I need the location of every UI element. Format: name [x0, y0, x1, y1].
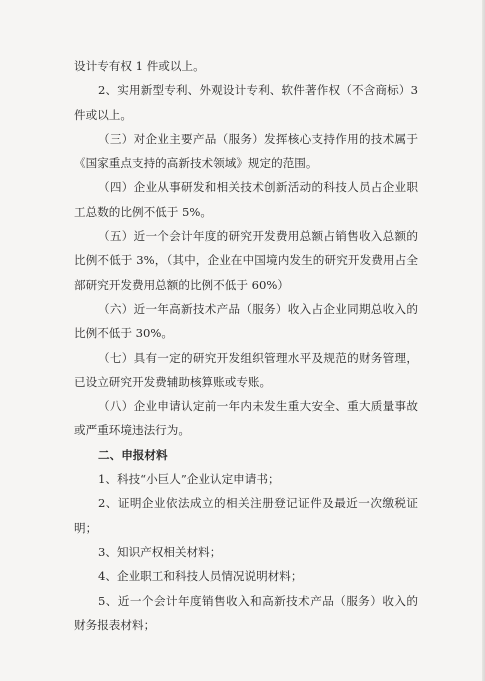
material-item-3: 3、知识产权相关材料；: [98, 544, 222, 559]
material-item-5: 5、近一个会计年度销售收入和高新技术产品（服务）收入的财务报表材料；: [74, 593, 418, 632]
paragraph-condition-7: （七）具有一定的研究开发组织管理水平及规范的财务管理，已设立研究开发费辅助核算账或专账。: [74, 350, 418, 389]
paragraph-item-2: 2、实用新型专利、外观设计专利、软件著作权（不含商标）3 件或以上。: [74, 83, 418, 122]
paragraph-condition-8: （八）企业申请认定前一年内未发生重大安全、重大质量事故或严重环境违法行为。: [74, 399, 418, 438]
material-item-1: 1、科技“小巨人”企业认定申请书；: [98, 472, 280, 487]
paragraph-continuation: 设计专有权 1 件或以上。: [74, 59, 205, 73]
paragraph-condition-4: （四）企业从事研发和相关技术创新活动的科技人员占企业职工总数的比例不低于 5%。: [74, 180, 418, 219]
material-item-2: 2、证明企业依法成立的相关注册登记证件及最近一次缴税证明；: [74, 496, 418, 535]
paragraph-condition-6: （六）近一年高新技术产品（服务）收入占企业同期总收入的比例不低于 30%。: [74, 301, 418, 341]
section-heading: 二、申报材料: [98, 447, 168, 462]
paragraph-condition-5: （五）近一个会计年度的研究开发费用总额占销售收入总额的比例不低于 3%，（其中，企业在中国境内发生的研究开发费用占全部研究开发费用总额的比例不低于 60%）: [74, 229, 418, 292]
material-item-4: 4、企业职工和科技人员情况说明材料；: [98, 569, 303, 584]
document-body: [74, 54, 418, 637]
paragraph-condition-3: （三）对企业主要产品（服务）发挥核心支持作用的技术属于《国家重点支持的高新技术领域》规定的范围。: [74, 131, 418, 171]
